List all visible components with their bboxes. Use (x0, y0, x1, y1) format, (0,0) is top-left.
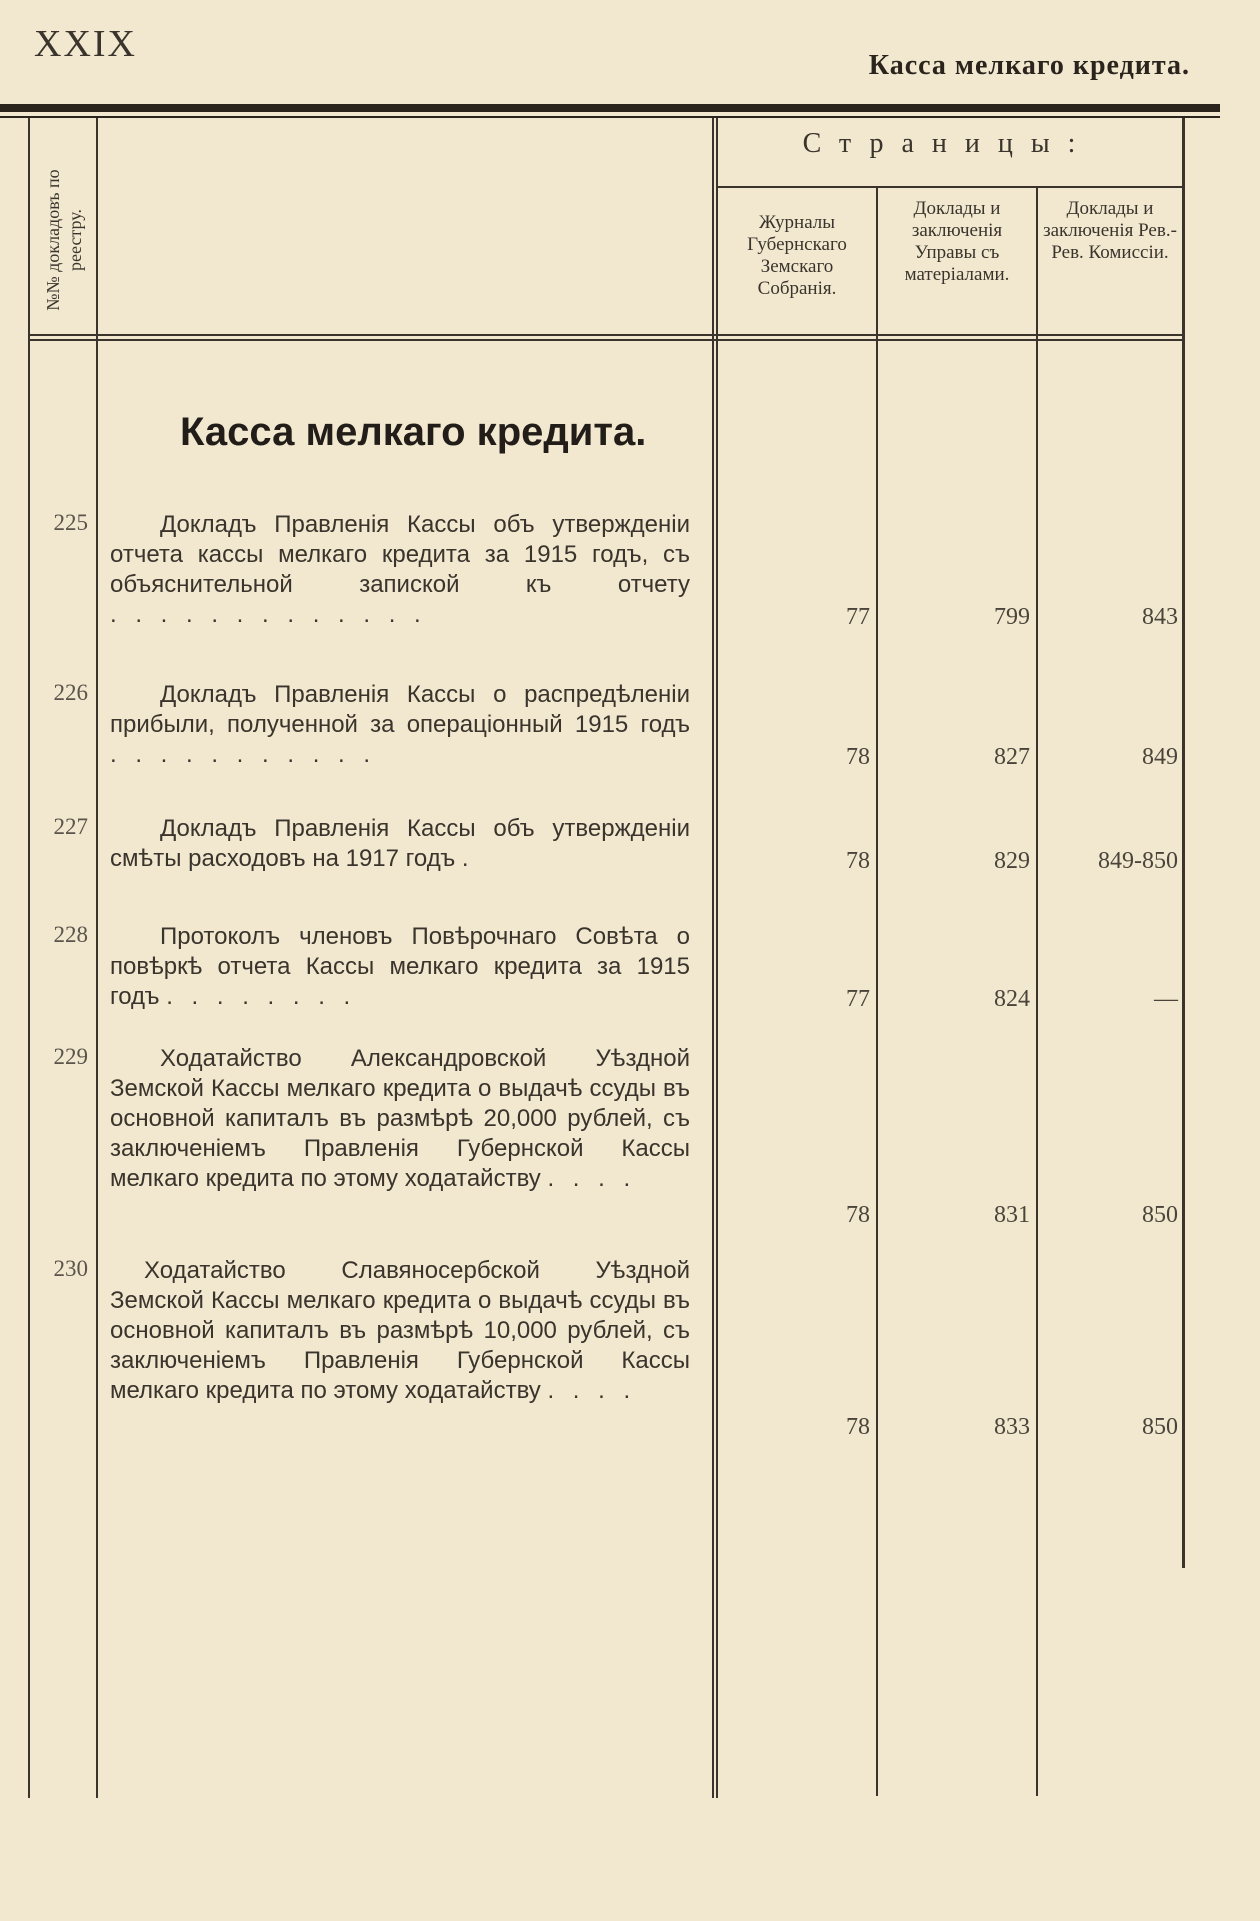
row-description: Протоколъ членовъ Повѣрочнаго Совѣта о повѣркѣ отчета Кассы мелкаго кредита за 1915 годъ . . . . . . . . (110, 923, 690, 1010)
row-report-page: 833 (994, 1414, 1030, 1440)
grid-line-right (1182, 118, 1185, 1568)
grid-line-text (712, 118, 714, 1798)
row-description: Докладъ Правленія Кассы о распредѣленіи прибыли, полученной за операціонный 1915 годъ . . . . . . . . . . . (110, 681, 690, 768)
header-journals: Журналы Губернскаго Земскаго Собранія. (747, 212, 847, 299)
row-audit-page: 850 (1142, 1414, 1178, 1440)
row-audit-page: — (1154, 986, 1178, 1012)
row-number: 229 (53, 1044, 88, 1069)
grid-line-no (96, 118, 98, 1798)
header-pages: Страницы: (802, 128, 1094, 159)
row-report-page: 829 (994, 848, 1030, 874)
row-audit-page: 843 (1142, 604, 1178, 630)
header-reports: Доклады и заключенія Управы съ матеріалами. (904, 198, 1010, 285)
row-number: 228 (53, 922, 88, 947)
header-doc-number: №№ докладовъ по реестру. (43, 169, 85, 311)
row-number: 226 (53, 680, 88, 705)
row-description: Ходатайство Славяносербской Уѣздной Земской Кассы мелкаго кредита о выдачѣ ссуды въ основной капиталъ въ размѣрѣ 10,000 рублей, съ заключеніемъ Правленія Губернской Кассы мелкаго кредита по этому ходатайству . . . . (110, 1257, 690, 1404)
grid-line-col3 (1036, 186, 1038, 1796)
page-number: XXIX (34, 23, 137, 65)
grid-line-pages (716, 186, 1182, 188)
row-report-page: 831 (994, 1202, 1030, 1228)
section-title: Касса мелкаго кредита. (180, 410, 647, 454)
top-rule (0, 104, 1220, 112)
row-audit-page: 850 (1142, 1202, 1178, 1228)
row-number: 230 (53, 1256, 88, 1281)
grid-line-header-bottom-2 (28, 339, 1182, 341)
row-journal-page: 78 (846, 1414, 870, 1440)
grid-line-text-2 (716, 118, 718, 1798)
header-audit: Доклады и заключенія Рев.-Рев. Комиссіи. (1043, 198, 1177, 263)
row-audit-page: 849-850 (1098, 848, 1178, 874)
row-journal-page: 77 (846, 986, 870, 1012)
row-number: 225 (53, 510, 88, 535)
row-report-page: 824 (994, 986, 1030, 1012)
row-journal-page: 78 (846, 744, 870, 770)
row-number: 227 (53, 814, 88, 839)
grid-line-left (28, 118, 30, 1798)
row-audit-page: 849 (1142, 744, 1178, 770)
top-rule-thin (0, 116, 1220, 118)
row-description: Докладъ Правленія Кассы объ утвержденіи отчета кассы мелкаго кредита за 1915 годъ, съ объяснительной запиской къ отчету . . . . . . . . . . . . . (110, 511, 690, 628)
running-title: Касса мелкаго кредита. (868, 50, 1190, 81)
row-report-page: 799 (994, 604, 1030, 630)
row-journal-page: 77 (846, 604, 870, 630)
row-description: Ходатайство Александровской Уѣздной Земской Кассы мелкаго кредита о выдачѣ ссуды въ основной капиталъ въ размѣрѣ 20,000 рублей, съ заключеніемъ Правленія Губернской Кассы мелкаго кредита по этому ходатайству . . . . (110, 1045, 690, 1192)
row-report-page: 827 (994, 744, 1030, 770)
row-journal-page: 78 (846, 1202, 870, 1228)
row-description: Докладъ Правленія Кассы объ утвержденіи смѣты расходовъ на 1917 годъ . (110, 815, 690, 872)
grid-line-col2 (876, 186, 878, 1796)
row-journal-page: 78 (846, 848, 870, 874)
grid-line-header-bottom (28, 334, 1182, 336)
